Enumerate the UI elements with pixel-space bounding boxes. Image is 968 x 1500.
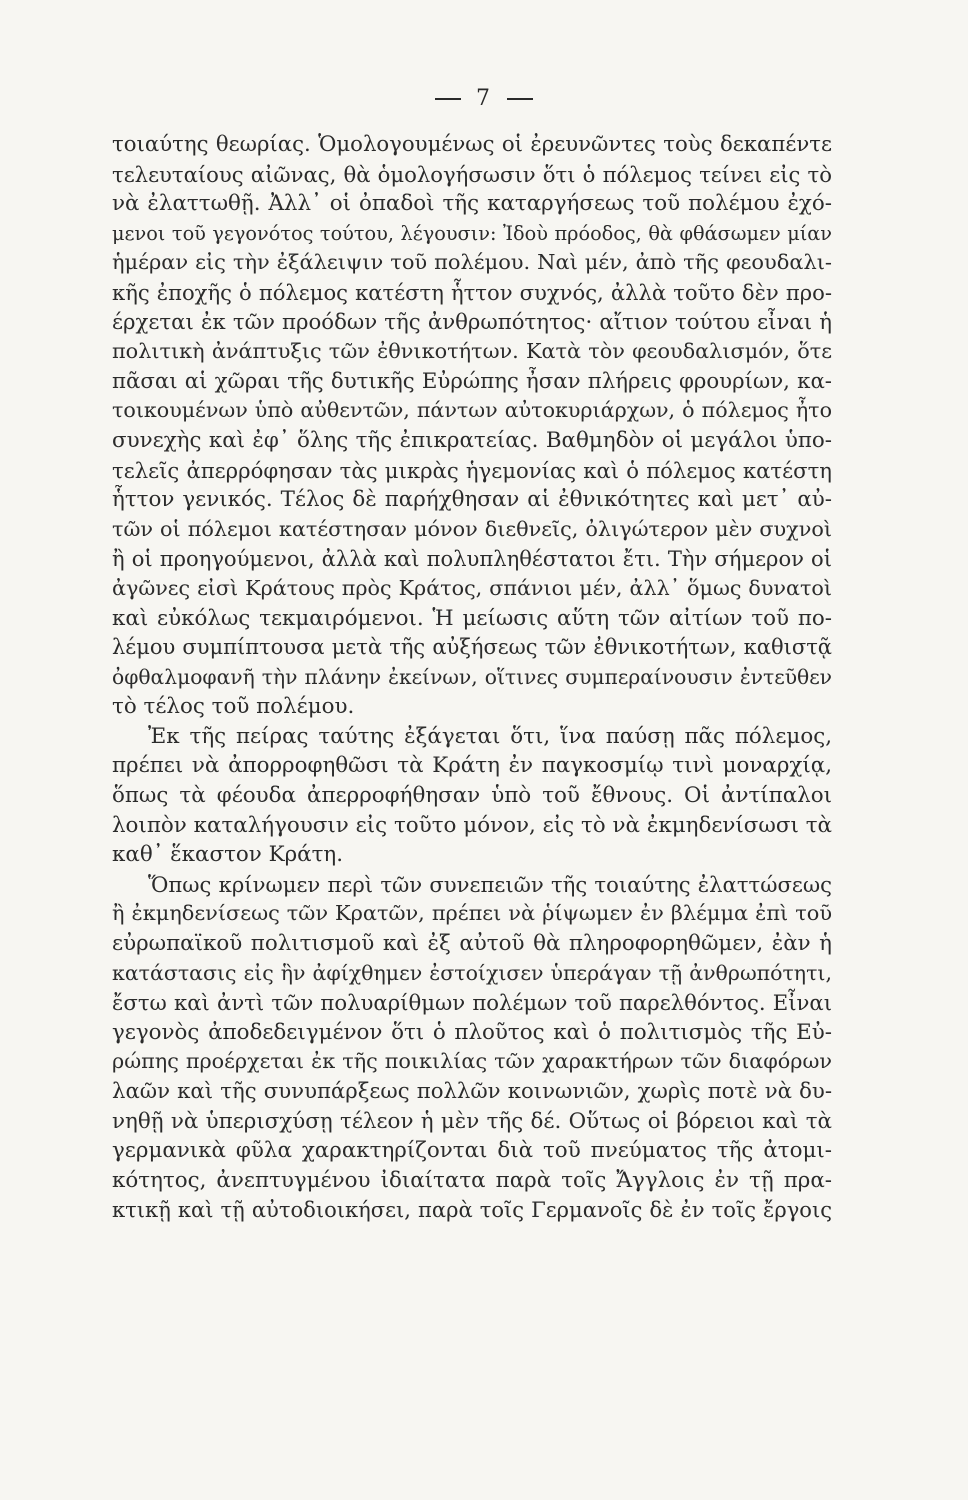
text-line: κτικῇ καὶ τῇ αὐτοδιοικήσει, παρὰ τοῖς Γερμανοῖς δὲ ἐν τοῖς ἔργοις [112,1197,832,1223]
text-line: έρχεται ἐκ τῶν προόδων τῆς ἀνθρωπότητος· αἴτιον τούτου εἶναι ἡ [112,309,832,335]
text-line: νὰ ἐλαττωθῇ. Ἀλλ᾽ οἱ ὀπαδοὶ τῆς καταργήσεως τοῦ πολέμου ἐχό- [112,191,832,217]
text-line: καθ᾽ ἕκαστον Κράτη. [112,842,344,868]
text-line: καὶ εὐκόλως τεκμαιρόμενοι. Ἡ μείωσις αὕτη τῶν αἰτίων τοῦ πο- [112,605,832,631]
text-line: ἔστω καὶ ἀντὶ τῶν πολυαρίθμων πολέμων τοῦ παρελθόντος. Εἶναι [112,990,832,1016]
text-line: πολιτικὴ ἀνάπτυξις τῶν ἐθνικοτήτων. Κατὰ τὸν φεουδαλισμόν, ὅτε [112,339,832,364]
text-line: τελευταίους αἰῶνας, θὰ ὁμολογήσωσιν ὅτι ὁ πόλεμος τείνει εἰς τὸ [112,161,832,187]
paragraph-2 [112,722,832,870]
text-line: κότητος, ἀνεπτυγμένου ἰδιαίτατα παρὰ τοῖς Ἄγγλοις ἐν τῇ πρα- [112,1167,832,1193]
page-number-value: 7 [476,86,492,111]
text-line: Ἐκ τῆς πείρας ταύτης ἐξάγεται ὅτι, ἵνα παύσῃ πᾶς πόλεμος, [148,723,832,749]
text-line: κατάστασις εἰς ἣν ἀφίχθημεν ἐστοίχισεν ὑπεράγαν τῇ ἀνθρωπότητι, [112,960,832,985]
text-line: Ὅπως κρίνωμεν περὶ τῶν συνεπειῶν τῆς τοιαύτης ἐλαττώσεως [148,871,832,897]
text-line: ρώπης προέρχεται ἐκ τῆς ποικιλίας τῶν χαρακτήρων τῶν διαφόρων [112,1049,832,1074]
text-line: εὐρωπαϊκοῦ πολιτισμοῦ καὶ ἐξ αὐτοῦ θὰ πληροφορηθῶμεν, ἐὰν ἡ [112,931,832,957]
text-line: συνεχὴς καὶ ἐφ᾽ ὅλης τῆς ἐπικρατείας. Βαθμηδὸν οἱ μεγάλοι ὑπο- [112,427,832,453]
text-line: μενοι τοῦ γεγονότος τούτου, λέγουσιν: Ἰδοὺ πρόοδος, θὰ φθάσωμεν μίαν [112,221,832,245]
paragraph-3 [112,870,832,1225]
text-line: ἧττον γενικός. Τέλος δὲ παρήχθησαν αἱ ἐθνικότητες καὶ μετ᾽ αὐ- [112,487,832,513]
text-line: ἀγῶνες εἰσὶ Κράτους πρὸς Κράτος, σπάνιοι μέν, ἀλλ᾽ ὅμως δυνατοὶ [112,575,832,600]
page-number [0,86,968,111]
paragraph-1 [112,130,832,722]
text-line: κῆς ἐποχῆς ὁ πόλεμος κατέστη ἧττον συχνός, ἀλλὰ τοῦτο δὲν προ- [112,279,832,305]
dash-right [507,98,533,100]
text-line: πρέπει νὰ ἀπορροφηθῶσι τὰ Κράτη ἐν παγκοσμίῳ τινὶ μοναρχίᾳ, [112,753,832,779]
dash-left [435,98,461,100]
text-line: γεγονὸς ἀποδεδειγμένον ὅτι ὁ πλοῦτος καὶ ὁ πολιτισμὸς τῆς Εὐ- [112,1019,832,1045]
text-line: τὸ τέλος τοῦ πολέμου. [112,694,355,720]
text-line: γερμανικὰ φῦλα χαρακτηρίζονται διὰ τοῦ πνεύματος τῆς ἀτομι- [112,1138,832,1164]
text-line: ἢ οἱ προηγούμενοι, ἀλλὰ καὶ πολυπληθέστατοι ἔτι. Τὴν σήμερον οἱ [112,546,832,572]
text-line: λοιπὸν καταλήγουσιν εἰς τοῦτο μόνον, εἰς τὸ νὰ ἐκμηδενίσωσι τὰ [112,812,832,838]
text-line: ὅπως τὰ φέουδα ἀπερροφήθησαν ὑπὸ τοῦ ἔθνους. Οἱ ἀντίπαλοι [112,783,832,809]
text-line: πᾶσαι αἱ χῶραι τῆς δυτικῆς Εὐρώπης ἦσαν πλήρεις φρουρίων, κα- [112,368,832,394]
text-line: ὀφθαλμοφανῆ τὴν πλάνην ἐκείνων, οἵτινες συμπεραίνουσιν ἐντεῦθεν [112,664,832,689]
text-line: τοιαύτης θεωρίας. Ὁμολογουμένως οἱ ἐρευνῶντες τοὺς δεκαπέντε [112,132,832,157]
text-line: ἡμέραν εἰς τὴν ἐξάλειψιν τοῦ πολέμου. Ναὶ μέν, ἀπὸ τῆς φεουδαλι- [112,250,832,275]
text-line: τῶν οἱ πόλεμοι κατέστησαν μόνον διεθνεῖς, ὀλιγώτερον μὲν συχνοὶ [112,516,832,541]
text-line: ἢ ἐκμηδενίσεως τῶν Κρατῶν, πρέπει νὰ ῥίψωμεν ἐν βλέμμα ἐπὶ τοῦ [112,901,832,926]
body-text [112,130,832,1225]
text-line: νηθῇ νὰ ὑπερισχύσῃ τέλεον ἡ μὲν τῆς δέ. Οὕτως οἱ βόρειοι καὶ τὰ [112,1108,832,1134]
text-line: τελεῖς ἀπερρόφησαν τὰς μικρὰς ἡγεμονίας καὶ ὁ πόλεμος κατέστη [112,457,832,483]
text-line: τοικουμένων ὑπὸ αὐθεντῶν, πάντων αὐτοκυριάρχων, ὁ πόλεμος ἦτο [112,398,832,423]
text-line: λέμου συμπίπτουσα μετὰ τῆς αὐξήσεως τῶν ἐθνικοτήτων, καθιστᾷ [112,635,832,660]
text-line: λαῶν καὶ τῆς συνυπάρξεως πολλῶν κοινωνιῶν, χωρὶς ποτὲ νὰ δυ- [112,1079,832,1104]
